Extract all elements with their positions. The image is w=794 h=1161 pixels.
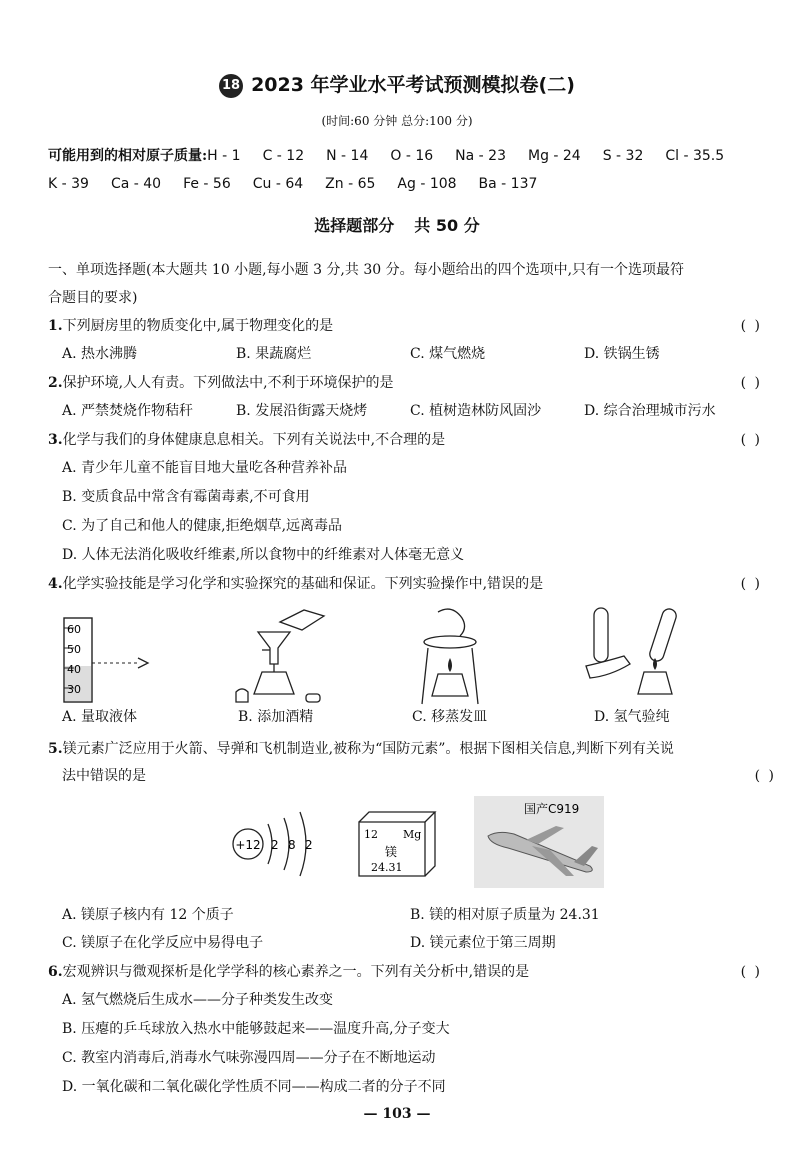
question-text: 法中错误的是	[62, 768, 146, 784]
instructions-line-1: 一、单项选择题(本大题共 10 小题,每小题 3 分,共 30 分。每小题给出的四个选项中,只有一个选项最符	[48, 262, 685, 278]
hand-icon	[586, 656, 630, 678]
question-text: 下列厨房里的物质变化中,属于物理变化的是	[62, 318, 334, 334]
question-number: 3.	[48, 432, 63, 448]
exam-meta: (时间:60 分钟 总分:100 分)	[321, 114, 473, 128]
option-c[interactable]: C. 植树造林防风固沙	[410, 403, 542, 419]
mass-item: Na - 23	[455, 148, 506, 164]
question-number: 6.	[48, 964, 63, 980]
option-b[interactable]: B. 果蔬腐烂	[236, 346, 312, 362]
option-d[interactable]: D. 镁元素位于第三周期	[410, 935, 556, 951]
instructions-line-2: 合题目的要求)	[48, 290, 138, 306]
mass-item: Ba - 137	[478, 176, 538, 192]
mass-item: N - 14	[326, 148, 369, 164]
eye-icon	[138, 658, 148, 668]
option-b[interactable]: B. 发展沿街露天烧烤	[236, 403, 368, 419]
mass-item: Ca - 40	[110, 176, 162, 192]
question-number: 2.	[48, 375, 63, 391]
mass-item: Mg - 24	[527, 148, 581, 164]
option-a[interactable]: A. 严禁焚烧作物秸秆	[62, 403, 194, 419]
mass-item: K - 39	[48, 176, 89, 192]
mass-item: Fe - 56	[183, 176, 231, 192]
number-badge: 18	[219, 74, 243, 98]
dish-icon	[424, 636, 476, 648]
option-b[interactable]: B. 镁的相对原子质量为 24.31	[410, 907, 600, 923]
caption-c[interactable]: C. 移蒸发皿	[412, 709, 488, 725]
answer-paren[interactable]: ( )	[740, 432, 762, 448]
section-heading	[0, 213, 794, 236]
question-5-stem	[48, 736, 778, 762]
section-name: 选择题部分	[314, 216, 395, 235]
test-tube-icon	[594, 608, 608, 662]
figure-adding-alcohol	[232, 602, 342, 706]
question-number: 4.	[48, 576, 63, 592]
option-a[interactable]: A. 氢气燃烧后生成水——分子种类发生改变	[62, 992, 334, 1008]
section-points: 共 50 分	[414, 216, 480, 235]
caption-b[interactable]: B. 添加酒精	[238, 709, 314, 725]
nucleus-charge: +12	[235, 838, 261, 852]
alcohol-lamp-icon	[638, 672, 672, 694]
c919-photo	[474, 796, 604, 888]
question-text: 镁元素广泛应用于火箭、导弹和飞机制造业,被称为“国防元素”。根据下图相关信息,判断下列有关说	[62, 741, 674, 757]
option-c[interactable]: C. 为了自己和他人的健康,拒绝烟草,远离毒品	[62, 518, 343, 534]
option-a[interactable]: A. 热水沸腾	[62, 346, 138, 362]
shell-electrons: 8	[288, 838, 296, 852]
question-4-stem	[48, 571, 778, 597]
atomic-mass-label: 可能用到的相对原子质量:	[48, 148, 208, 164]
question-3-stem	[48, 427, 778, 453]
option-b[interactable]: B. 压瘪的乒乓球放入热水中能够鼓起来——温度升高,分子变大	[62, 1021, 450, 1037]
option-d[interactable]: D. 一氧化碳和二氧化碳化学性质不同——构成二者的分子不同	[62, 1079, 446, 1095]
option-c[interactable]: C. 镁原子在化学反应中易得电子	[62, 935, 264, 951]
atomic-mass-line-2	[48, 170, 768, 198]
option-d[interactable]: D. 人体无法消化吸收纤维素,所以食物中的纤维素对人体毫无意义	[62, 547, 465, 563]
answer-paren[interactable]: ( )	[740, 576, 762, 592]
bottle-icon	[280, 610, 324, 630]
answer-paren[interactable]: ( )	[740, 375, 762, 391]
mass-item: S - 32	[602, 148, 644, 164]
title-text: 2023 年学业水平考试预测模拟卷(二)	[251, 74, 575, 96]
answer-paren[interactable]: ( )	[740, 964, 762, 980]
exam-title	[0, 70, 794, 98]
option-c[interactable]: C. 教室内消毒后,消毒水气味弥漫四周——分子在不断地运动	[62, 1050, 436, 1066]
magnesium-atom-structure	[228, 808, 328, 880]
question-number: 5.	[48, 741, 63, 757]
option-a[interactable]: A. 镁原子核内有 12 个质子	[62, 907, 234, 923]
caption-a[interactable]: A. 量取液体	[62, 709, 138, 725]
question-1-stem	[48, 313, 778, 339]
shell-electrons: 2	[271, 838, 279, 852]
option-b[interactable]: B. 变质食品中常含有霉菌毒素,不可食用	[62, 489, 310, 505]
flame-icon	[448, 658, 452, 672]
mass-item: Ag - 108	[397, 176, 457, 192]
lamp-cap-icon	[236, 689, 248, 702]
alcohol-lamp-icon	[432, 674, 468, 696]
mass-item: O - 16	[390, 148, 434, 164]
question-text: 化学实验技能是学习化学和实验探究的基础和保证。下列实验操作中,错误的是	[62, 576, 544, 592]
mass-item: Cu - 64	[252, 176, 304, 192]
shell-electrons: 2	[305, 838, 313, 852]
atomic-mass-line-1	[48, 142, 768, 170]
mass-item: Zn - 65	[325, 176, 376, 192]
element-symbol: Mg	[403, 828, 422, 841]
tick-label: 30	[67, 683, 81, 696]
question-6-stem	[48, 959, 778, 985]
relative-atomic-mass: 24.31	[371, 861, 403, 874]
option-c[interactable]: C. 煤气燃烧	[410, 346, 486, 362]
answer-paren[interactable]: ( )	[740, 318, 762, 334]
element-card	[355, 808, 445, 880]
mass-item: H - 1	[207, 148, 241, 164]
option-a[interactable]: A. 青少年儿童不能盲目地大量吃各种营养补品	[62, 460, 348, 476]
alcohol-lamp-icon	[254, 672, 294, 694]
question-text: 宏观辨识与微观探析是化学学科的核心素养之一。下列有关分析中,错误的是	[62, 964, 530, 980]
funnel-icon	[258, 632, 290, 664]
figure-evaporating-dish	[416, 604, 496, 708]
element-name: 镁	[385, 845, 398, 859]
option-d[interactable]: D. 铁锅生锈	[584, 346, 660, 362]
answer-paren[interactable]: ( )	[754, 768, 776, 784]
option-d[interactable]: D. 综合治理城市污水	[584, 403, 716, 419]
mass-item: Cl - 35.5	[665, 148, 725, 164]
figure-hydrogen-test	[584, 604, 694, 708]
question-text: 保护环境,人人有责。下列做法中,不利于环境保护的是	[62, 375, 394, 391]
photo-caption: 国产C919	[524, 802, 580, 816]
caption-d[interactable]: D. 氢气验纯	[594, 709, 670, 725]
question-text: 化学与我们的身体健康息息相关。下列有关说法中,不合理的是	[62, 432, 446, 448]
test-tube-icon	[648, 607, 678, 663]
tick-label: 50	[67, 643, 81, 656]
question-2-stem	[48, 370, 778, 396]
hand-icon	[438, 609, 465, 636]
question-5-stem-cont	[62, 763, 778, 789]
tick-label: 60	[67, 623, 81, 636]
mass-item: C - 12	[262, 148, 305, 164]
atomic-number: 12	[364, 828, 378, 841]
page-number: — 103 —	[363, 1106, 431, 1122]
tick-label: 40	[67, 663, 81, 676]
figure-measuring-cylinder	[60, 614, 160, 706]
question-number: 1.	[48, 318, 63, 334]
